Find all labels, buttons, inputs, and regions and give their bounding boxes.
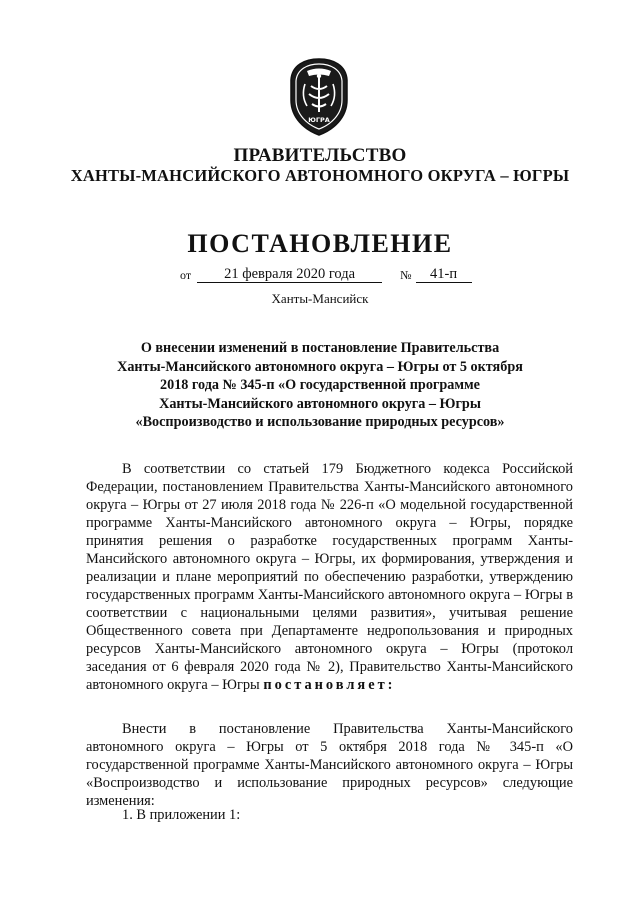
document-type: ПОСТАНОВЛЕНИЕ — [187, 229, 453, 258]
decree-date: 21 февраля 2020 года — [197, 266, 382, 283]
item-paragraph: 1. В приложении 1: — [122, 807, 241, 823]
number-label: № — [400, 268, 412, 282]
emblem-text: ЮГРА — [308, 116, 330, 124]
subject-line: 2018 года № 345-п «О государственной программе — [160, 377, 480, 393]
preamble-paragraph — [86, 460, 573, 694]
date-label: от — [180, 268, 192, 282]
decree-subject — [100, 339, 540, 432]
subject-line: О внесении изменений в постановление Правительства — [140, 340, 500, 356]
government-title: ПРАВИТЕЛЬСТВО — [233, 145, 407, 166]
subject-line: «Воспроизводство и использование природных ресурсов» — [135, 414, 505, 430]
subject-line: Ханты-Мансийского автономного округа – Югры — [159, 395, 481, 412]
city: Ханты-Мансийск — [271, 291, 369, 306]
decree-number: 41-п — [416, 266, 472, 283]
date-number-line — [180, 266, 472, 283]
resolves-keyword: постановляет: — [263, 677, 396, 693]
government-region: ХАНТЫ-МАНСИЙСКОГО АВТОНОМНОГО ОКРУГА – ЮГРЫ — [70, 166, 570, 185]
preamble-text: В соответствии со статьей 179 Бюджетного кодекса Российской Федерации, постановлением Правительства Ханты-Мансийского автономного округа – Югры от 27 июля 2018 года № 226-п «О модельной государственной программе Ханты-Мансийского автономного округа – Югры, порядке принятия решения о разработке государственных программ Ханты-Мансийского автономного округа – Югры, их формирования, утверждения и реализации и плане мероприятий по обеспечению разработки, утверждению государственных программ Ханты-Мансийского автономного округа – Югры в соответствии с национальными целями развития», учитывая решение Общественного совета при Департаменте недропользования и природных ресурсов Ханты-Мансийского автономного округа – Югры (протокол заседания от 6 февраля 2020 года № 2), Правительство Ханты-Мансийского автономного округа – Югры — [86, 461, 573, 693]
coat-of-arms-icon — [285, 56, 353, 138]
subject-line: Ханты-Мансийского автономного округа – Югры от 5 октября — [117, 358, 523, 375]
amendment-paragraph: Внести в постановление Правительства Ханты-Мансийского автономного округа – Югры от 5 октября 2018 года № 345-п «О государственной программе Ханты-Мансийского автономного округа – Югры «Воспроизводство и использование природных ресурсов» следующие изменения: — [86, 721, 573, 809]
